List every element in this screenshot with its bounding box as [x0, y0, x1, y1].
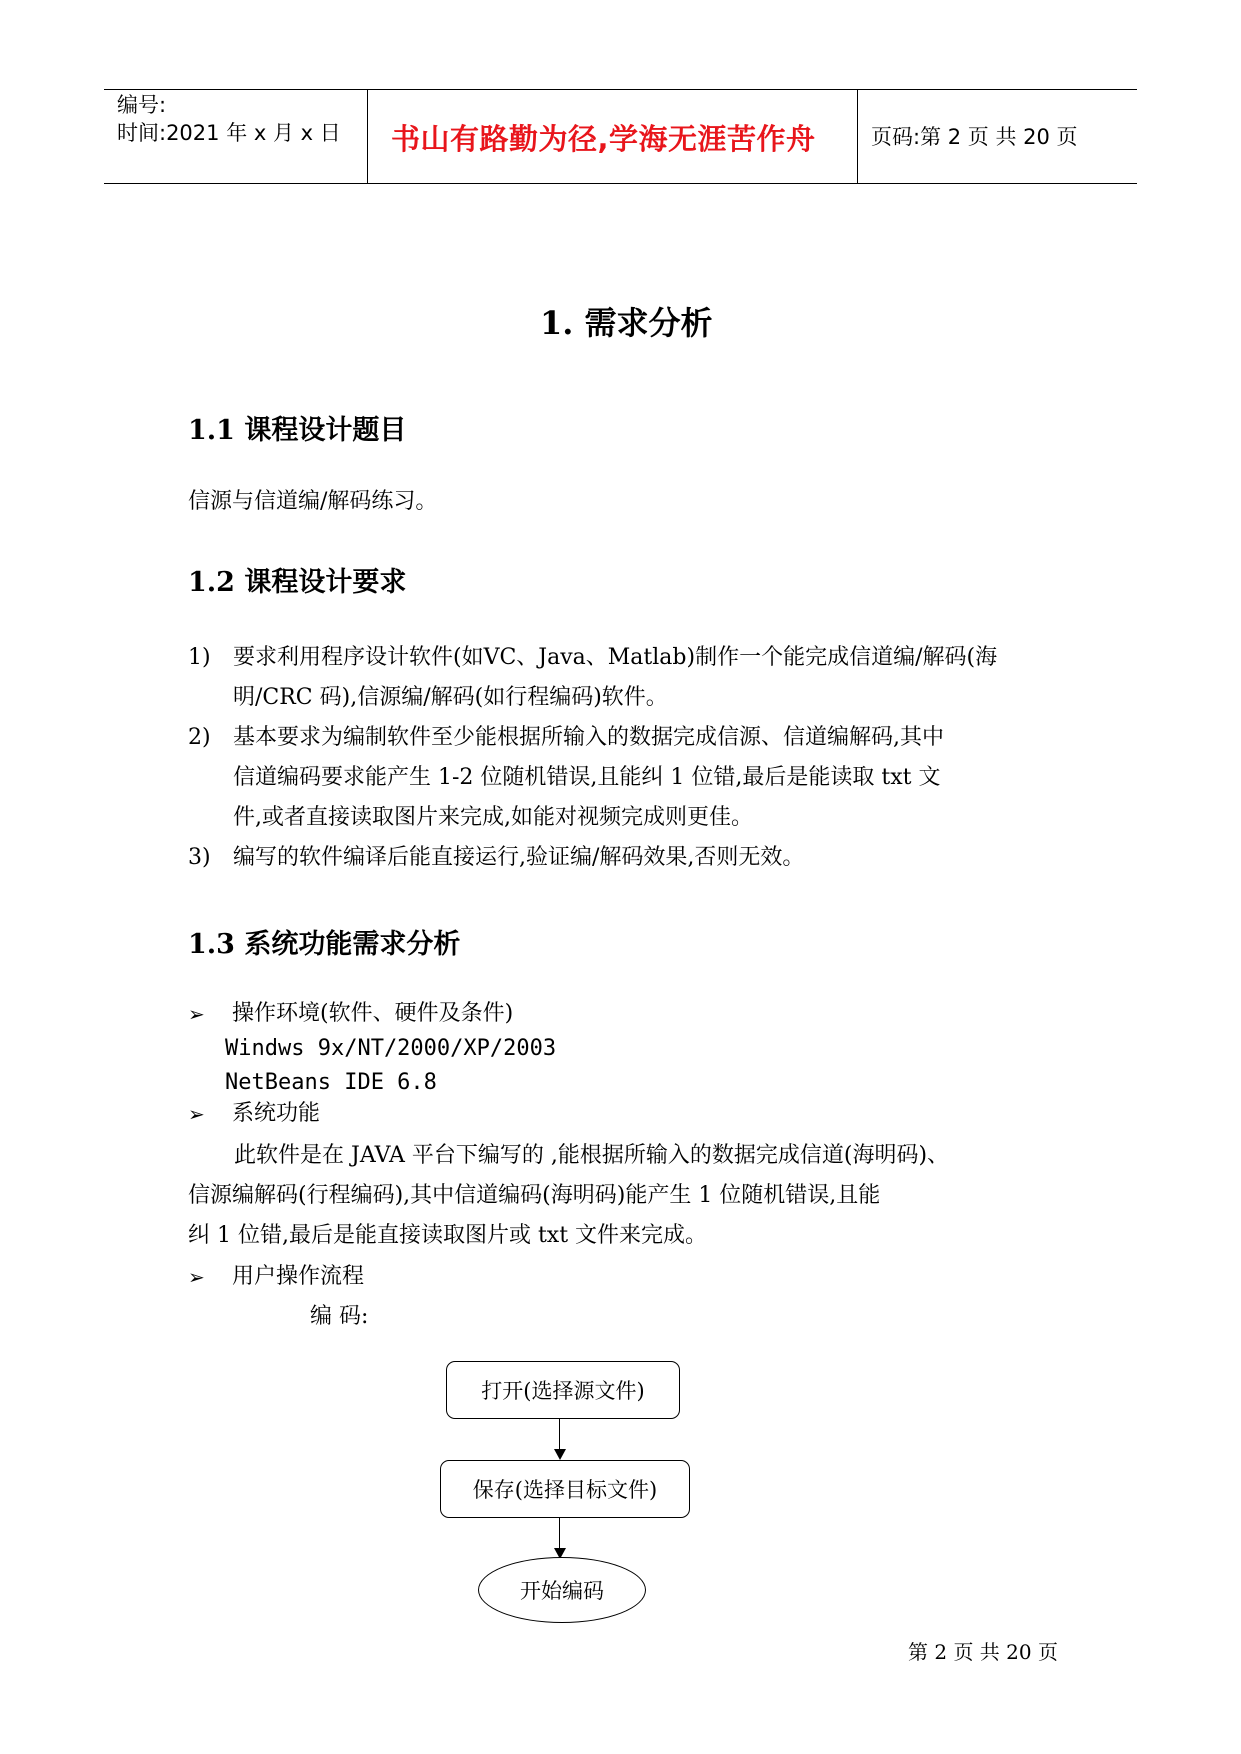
- time-label: 时间:2021 年 x 月 x 日: [117, 121, 341, 145]
- list-item-line: 基本要求为编制软件至少能根据所输入的数据完成信源、信道编解码,其中: [233, 725, 944, 750]
- env-line: NetBeans IDE 6.8: [225, 1070, 437, 1095]
- section-text-1-1: 信源与信道编/解码练习。: [188, 489, 438, 514]
- serial-label: 编号:: [117, 93, 167, 117]
- list-number: 1): [188, 645, 211, 670]
- encode-label: 编 码:: [310, 1304, 369, 1329]
- func-line: 信源编解码(行程编码),其中信道编码(海明码)能产生 1 位随机错误,且能: [188, 1183, 881, 1208]
- env-label: 操作环境(软件、硬件及条件): [232, 1001, 514, 1026]
- page-footer: 第 2 页 共 20 页: [908, 1640, 1058, 1664]
- section-heading-1-1: 1.1 课程设计题目: [188, 415, 407, 446]
- list-item-line: 信道编码要求能产生 1-2 位随机错误,且能纠 1 位错,最后是能读取 txt 文: [233, 765, 941, 790]
- list-number: 3): [188, 845, 211, 870]
- arrow-down-icon: [554, 1449, 566, 1460]
- func-line: 纠 1 位错,最后是能直接读取图片或 txt 文件来完成。: [188, 1223, 708, 1248]
- section-heading-1-2: 1.2 课程设计要求: [188, 567, 407, 598]
- bullet-arrow-icon: ➢: [188, 1265, 205, 1289]
- header-divider-right: [857, 89, 858, 183]
- env-line: Windws 9x/NT/2000/XP/2003: [225, 1036, 557, 1061]
- header-top-rule: [104, 89, 1137, 90]
- flow-step-open: 打开(选择源文件): [446, 1361, 680, 1419]
- func-label: 系统功能: [232, 1101, 321, 1126]
- list-item-line: 明/CRC 码),信源编/解码(如行程编码)软件。: [233, 685, 668, 710]
- func-line: 此软件是在 JAVA 平台下编写的 ,能根据所输入的数据完成信道(海明码)、: [234, 1143, 950, 1168]
- list-item-line: 要求利用程序设计软件(如VC、Java、Matlab)制作一个能完成信道编/解码(海: [233, 645, 998, 670]
- page-title: 1. 需求分析: [540, 304, 713, 342]
- list-item-line: 件,或者直接读取图片来完成,如能对视频完成则更佳。: [233, 805, 753, 830]
- bullet-arrow-icon: ➢: [188, 1002, 205, 1026]
- flow-step-save: 保存(选择目标文件): [440, 1460, 690, 1518]
- flow-label: 用户操作流程: [232, 1264, 365, 1289]
- page-info: 页码:第 2 页 共 20 页: [871, 125, 1078, 149]
- header-bottom-rule: [104, 183, 1137, 184]
- header-divider-left: [367, 89, 368, 183]
- header-motto: 书山有路勤为径,学海无涯苦作舟: [391, 122, 816, 156]
- section-heading-1-3: 1.3 系统功能需求分析: [188, 929, 461, 960]
- list-number: 2): [188, 725, 211, 750]
- bullet-arrow-icon: ➢: [188, 1102, 205, 1126]
- flow-step-start-encoding: 开始编码: [478, 1557, 646, 1623]
- list-item-line: 编写的软件编译后能直接运行,验证编/解码效果,否则无效。: [233, 845, 805, 870]
